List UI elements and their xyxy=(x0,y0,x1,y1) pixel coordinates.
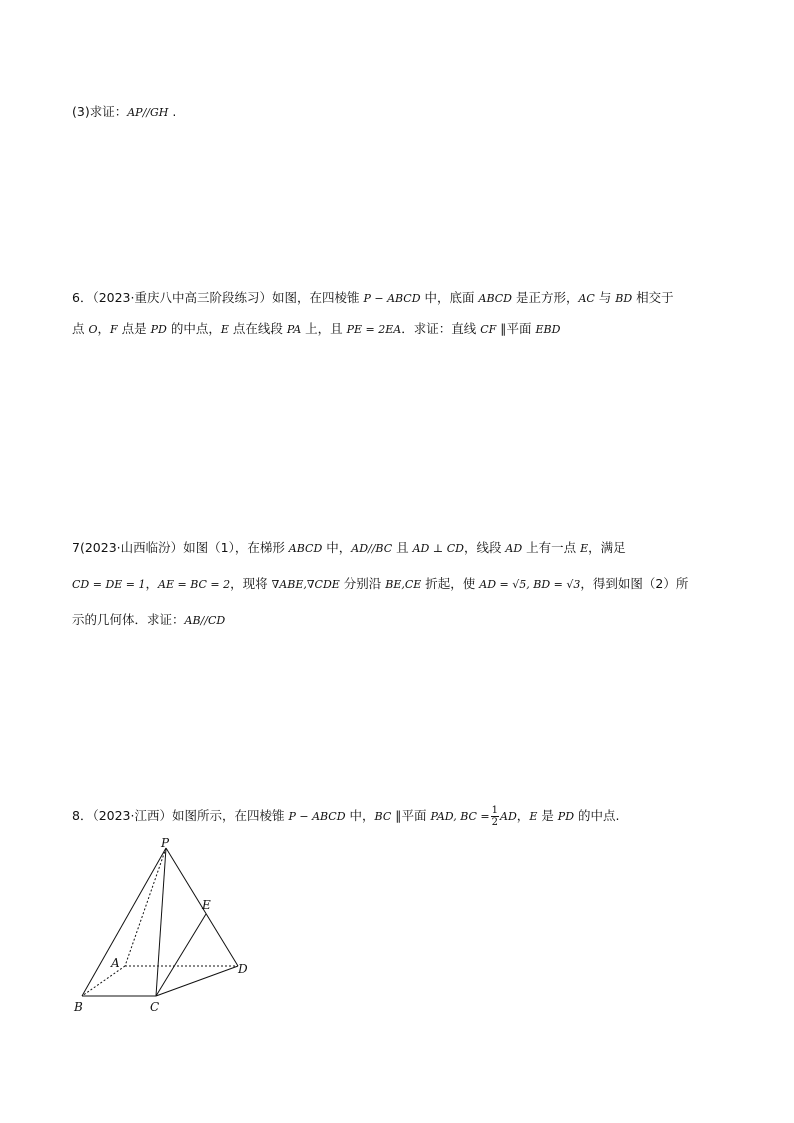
math-run: AD//BC xyxy=(351,542,393,555)
p8-math-3: PAD, BC = xyxy=(430,810,490,823)
problem6-line1 xyxy=(72,290,674,307)
p8-math-6: PD xyxy=(557,810,575,823)
math-run: AD xyxy=(505,542,523,555)
label-P: P xyxy=(161,838,170,850)
text-run: ．求证：直线 xyxy=(401,321,481,336)
label-A: A xyxy=(111,956,120,970)
text-run: 折起，使 xyxy=(421,576,480,591)
text-run: 分别沿 xyxy=(339,576,386,591)
math-run: CD = DE = 1 xyxy=(72,578,146,591)
problem7-line1 xyxy=(72,540,626,557)
math-run: AD = √5, BD = √3 xyxy=(479,578,581,591)
math-run: PA xyxy=(286,323,302,336)
math-run: O xyxy=(88,323,98,336)
text-run: 与 xyxy=(594,290,616,305)
p8-math-1: P − ABCD xyxy=(288,810,346,823)
math-run: AC xyxy=(578,292,595,305)
edge-PB xyxy=(82,848,166,996)
p8-text-c: ∥平面 xyxy=(391,808,431,823)
item3-prefix: (3)求证： xyxy=(72,104,128,119)
text-run: 点是 xyxy=(117,321,151,336)
p8-frac-den: 2 xyxy=(491,817,499,828)
math-run: ABCD xyxy=(478,292,512,305)
text-run: 中， xyxy=(322,540,352,555)
math-run: P − ABCD xyxy=(363,292,421,305)
p8-fraction xyxy=(491,805,499,828)
math-run: F xyxy=(110,323,118,336)
label-E: E xyxy=(202,898,211,912)
text-run: 上有一点 xyxy=(522,540,581,555)
text-run: ，现将 xyxy=(230,576,272,591)
text-run: ，得到如图（2）所 xyxy=(580,576,689,591)
edge-PC xyxy=(156,848,166,996)
text-run: 上，且 xyxy=(301,321,347,336)
text-run: 6．（2023·重庆八中高三阶段练习）如图，在四棱锥 xyxy=(72,290,364,305)
edge-CD xyxy=(156,966,238,996)
edge-PA-hidden xyxy=(125,848,166,966)
p8-math-2: BC xyxy=(374,810,392,823)
math-run: PD xyxy=(150,323,167,336)
pyramid-figure xyxy=(70,838,270,1018)
item3-math: AP//GH xyxy=(127,106,169,119)
item3-line xyxy=(72,104,176,121)
text-run: ∥平面 xyxy=(496,321,536,336)
math-run: ∇ABE,∇CDE xyxy=(271,578,340,591)
text-run: 是正方形， xyxy=(511,290,579,305)
p8-text-d: ， xyxy=(516,808,530,823)
math-run: AE = BC = 2 xyxy=(158,578,231,591)
p8-text-b: 中， xyxy=(345,808,375,823)
text-run: ，线段 xyxy=(463,540,506,555)
text-run: 点在线段 xyxy=(228,321,287,336)
text-run: 点 xyxy=(72,321,89,336)
p8-text-e: 是 xyxy=(537,808,558,823)
text-run: 相交于 xyxy=(632,290,674,305)
label-B: B xyxy=(74,1000,83,1014)
math-run: E xyxy=(220,323,229,336)
math-run: EBD xyxy=(535,323,561,336)
text-run: 中，底面 xyxy=(420,290,479,305)
math-run: BE,CE xyxy=(385,578,422,591)
math-run: PE = 2EA xyxy=(346,323,402,336)
math-run: AD ⊥ CD xyxy=(412,542,464,555)
problem7-line3 xyxy=(72,612,225,629)
edge-CE xyxy=(156,914,206,996)
text-run: 示的几何体．求证： xyxy=(72,612,185,627)
math-run: ABCD xyxy=(288,542,323,555)
math-run: E xyxy=(580,542,589,555)
problem6-line2 xyxy=(72,321,560,338)
p8-math-5: E xyxy=(529,810,538,823)
problem7-line2 xyxy=(72,576,688,593)
text-run: 且 xyxy=(392,540,413,555)
edge-AB-hidden xyxy=(82,966,125,996)
math-run: BD xyxy=(615,292,633,305)
text-run: ，满足 xyxy=(588,540,626,555)
item3-suffix: . xyxy=(168,104,177,119)
math-run: CF xyxy=(480,323,497,336)
math-run: AB//CD xyxy=(184,614,226,627)
p8-text-a: 8．（2023·江西）如图所示，在四棱锥 xyxy=(72,808,289,823)
p8-text-f: 的中点. xyxy=(574,808,620,823)
text-run: ， xyxy=(145,576,159,591)
text-run: 的中点， xyxy=(166,321,221,336)
p8-frac-num: 1 xyxy=(491,805,499,816)
text-run: 7(2023·山西临汾）如图（1），在梯形 xyxy=(72,540,289,555)
label-D: D xyxy=(238,962,248,976)
problem8-line xyxy=(72,805,619,828)
p8-math-4: AD xyxy=(500,810,517,823)
label-C: C xyxy=(150,1000,160,1014)
text-run: ， xyxy=(97,321,111,336)
